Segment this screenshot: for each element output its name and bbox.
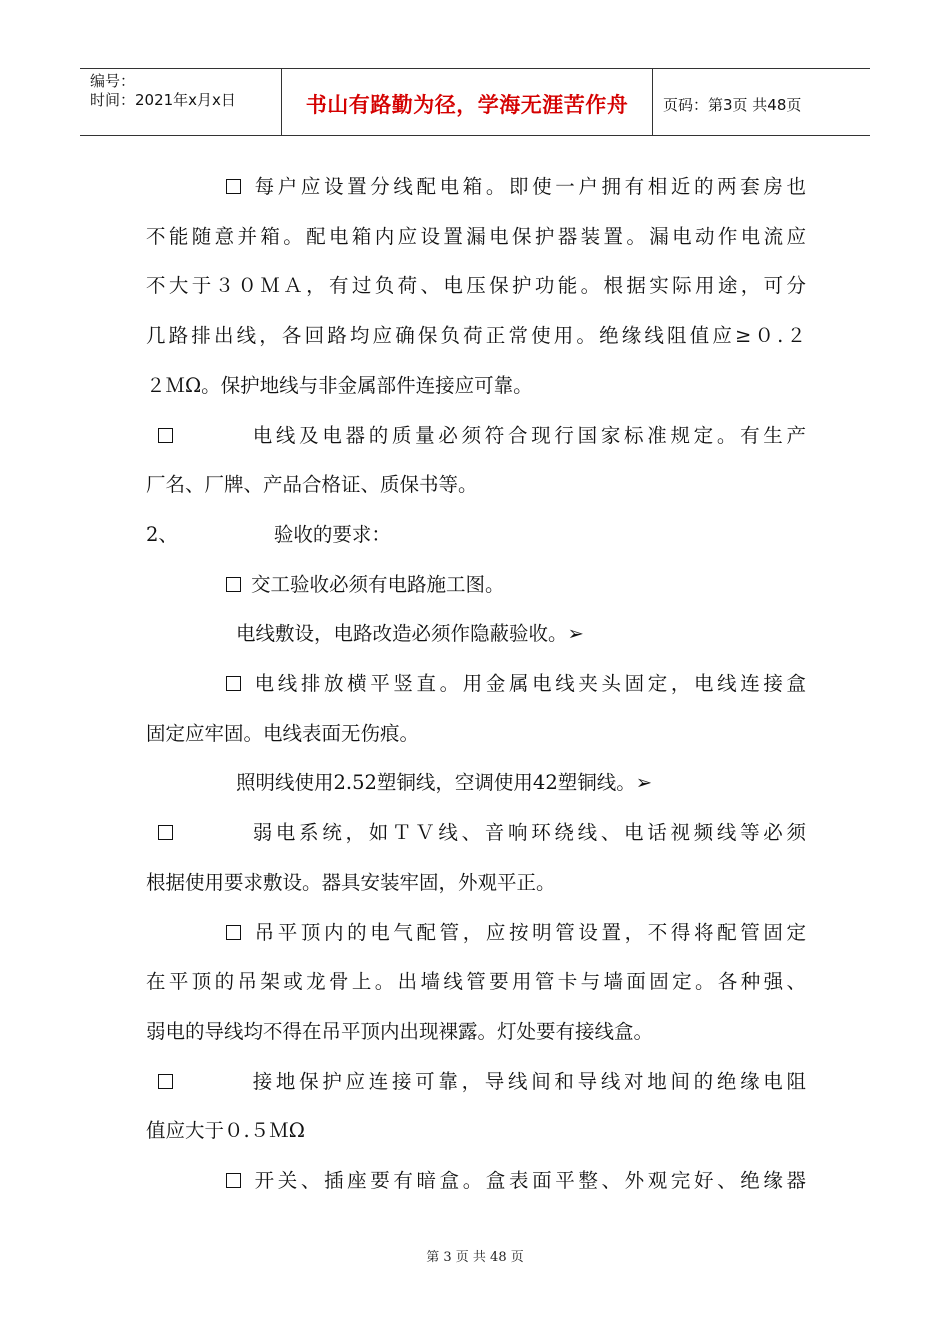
paragraph-line: 不大于３０ＭＡ，有过负荷、电压保护功能。根据实际用途，可分 (146, 274, 806, 298)
paragraph-line: 接地保护应连接可靠，导线间和导线对地间的绝缘电阻 (146, 1057, 806, 1107)
paragraph-line: 不能随意并箱。配电箱内应设置漏电保护器装置。漏电动作电流应 (146, 224, 806, 248)
number-label: 编号： (90, 72, 136, 90)
paragraph-line: 电线及电器的质量必须符合现行国家标准规定。有生产 (146, 411, 806, 461)
checkbox-icon (158, 825, 173, 840)
paragraph-line: ２ＭΩ。保护地线与非金属部件连接应可靠。 (146, 373, 533, 397)
section-title: 验收的要求： (273, 522, 391, 546)
section-number: 2、 (146, 522, 178, 546)
page-footer: 第 3 页 共 48 页 (426, 1250, 524, 1265)
checkbox-icon (158, 1074, 173, 1089)
paragraph-line: 固定应牢固。电线表面无伤痕。 (146, 721, 420, 745)
document-body (146, 162, 806, 1206)
checkbox-icon (226, 179, 241, 194)
paragraph-line: 照明线使用2.52塑铜线，空调使用42塑铜线。➢ (236, 771, 653, 795)
checkbox-icon (226, 925, 241, 940)
checkbox-icon (226, 1173, 241, 1188)
paragraph-line: 开关、插座要有暗盒。盒表面平整、外观完好、绝缘器 (146, 1156, 806, 1206)
checkbox-icon (226, 676, 241, 691)
paragraph-line: 弱电系统，如ＴＶ线、音响环绕线、电话视频线等必须 (146, 808, 806, 858)
checkbox-icon (158, 428, 173, 443)
paragraph-line: 弱电的导线均不得在吊平顶内出现裸露。灯处要有接线盒。 (146, 1019, 654, 1043)
header-page-label: 页码：第3页 共48页 (663, 95, 802, 114)
paragraph-line: 交工验收必须有电路施工图。 (146, 560, 806, 610)
header-meta (80, 69, 282, 135)
paragraph-line: 吊平顶内的电气配管，应按明管设置，不得将配管固定 (146, 908, 806, 958)
time-label: 时间：2021年x月x日 (90, 91, 236, 109)
paragraph-line: 每户应设置分线配电箱。即使一户拥有相近的两套房也 (146, 162, 806, 212)
paragraph-line: 厂名、厂牌、产品合格证、质保书等。 (146, 473, 478, 497)
paragraph-line: 电线排放横平竖直。用金属电线夹头固定，电线连接盒 (146, 659, 806, 709)
header-motto: 书山有路勤为径，学海无涯苦作舟 (282, 69, 653, 135)
paragraph-line: 在平顶的吊架或龙骨上。出墙线管要用管卡与墙面固定。各种强、 (146, 970, 806, 994)
section-heading (146, 510, 806, 560)
page-header (80, 68, 870, 136)
paragraph-line: 电线敷设，电路改造必须作隐蔽验收。➢ (236, 622, 584, 646)
checkbox-icon (226, 577, 241, 592)
paragraph-line: 值应大于０.５ＭΩ (146, 1119, 305, 1143)
paragraph-line: 根据使用要求敷设。器具安装牢固，外观平正。 (146, 870, 556, 894)
paragraph-line: 几路排出线，各回路均应确保负荷正常使用。绝缘线阻值应≥０.２ (146, 324, 806, 348)
